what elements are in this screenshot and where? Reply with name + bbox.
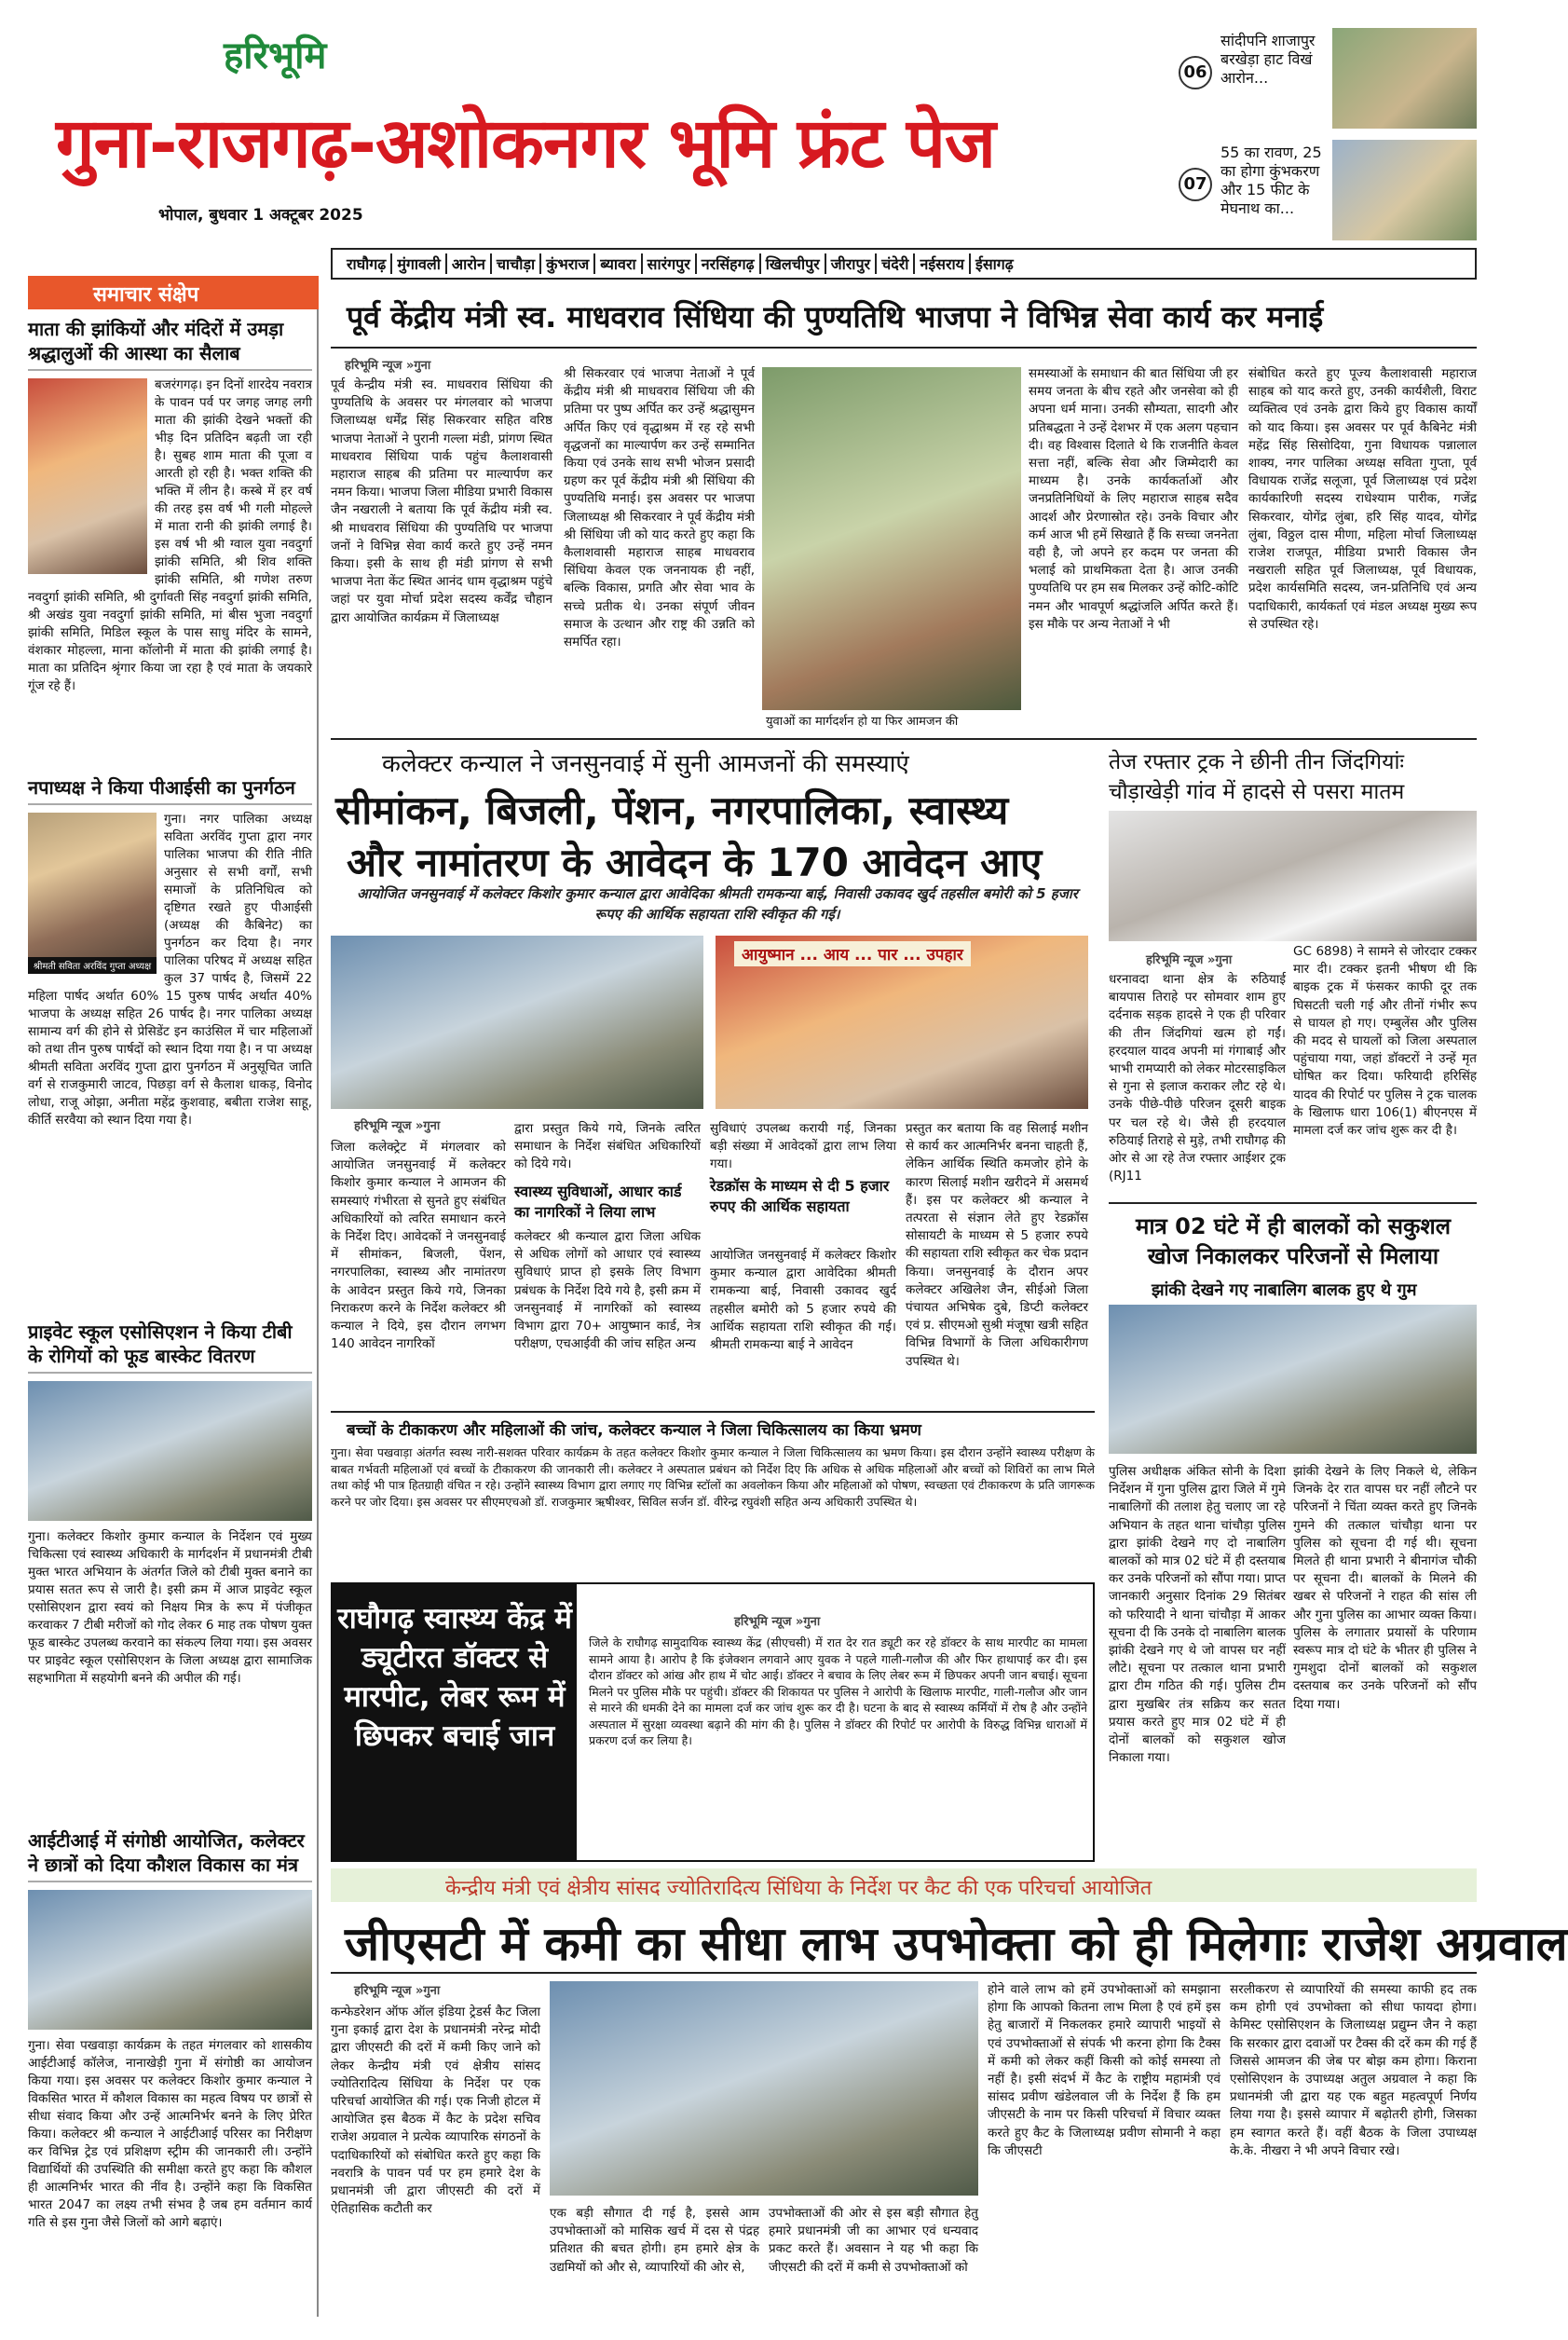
hospital-body: गुना। सेवा पखवाड़ा अंतर्गत स्वस्थ नारी-सशक्त परिवार कार्यक्रम के तहत कलेक्टर किशोर कुमार कन्याल ने जिला चिकित्सालय का भ्रमण किया। इस दौरान उन्होंने स्वास्थ्य परीक्षण के बाबत गर्भवती महिलाओं एवं बच्चों के टीकाकरण की जानकारी ली। कलेक्टर ने अस्पताल प्रबंधन को निर्देश दिए कि अधिक से अधिक महिलाओं और बच्चों को शिविरों का लाभ मिले तथा कोई भी पात्र हितग्राही वंचित न रहे। उन्होंने स्वास्थ्य विभाग द्वारा लगाए गए विभिन्न स्टॉलों का अवलोकन किया और महिलाओं को पोषण, स्वच्छता एवं टीकाकरण के प्रति जागरूक करने पर जोर दिया। इस अवसर पर सीएमएचओ डॉ. राजकुमार ऋषीश्वर, सिविल सर्जन डॉ. वीरेन्द्र रघुवंशी सहित अन्य अधिकारी उपस्थित थे। [331,1445,1095,1509]
article-column: द्वारा प्रस्तुत किये गये, जिनके त्वरित समाधान के निर्देश संबंधित अधिकारियों को दिये गये। [514,1121,701,1172]
section-label: समाचार संक्षेप [28,276,319,309]
page-title: गुना-राजगढ़-अशोकनगर भूमि फ्रंट पेज [56,103,995,184]
article-column: GC 6898) ने सामने से जोरदार टक्कर मार दी। टक्कर इतनी भीषण थी कि बाइक ट्रक में फंसकर काफी दूर तक घिसटती चली गई और तीनों गंभीर रूप से घायल हो गए। एम्बुलेंस और पुलिस की मदद से घायलों को जिला अस्पताल पहुंचाया गया, जहां डॉक्टरों ने उन्हें मृत घोषित कर दिया। फरियादी हरिसिंह यादव की रिपोर्ट पर पुलिस ने ट्रक चालक के खिलाफ धारा 106(1) बीएनएस में मामला दर्ज कर जांच शुरू कर दी है। [1293,944,1477,1139]
teasers [1179,28,1477,247]
place-item[interactable]: नरसिंहगढ़ [697,253,761,274]
article-column: धरनावदा थाना क्षेत्र के रुठियाई बायपास तिराहे पर सोमवार शाम हुए दर्दनाक सड़क हादसे ने एक ही परिवार की तीन जिंदगियां खत्म हो गईं। हरदयाल यादव अपनी मां गंगाबाई और भाभी रामप्यारी को लेकर मोटरसाइकिल से गुना से इलाज कराकर लौट रहे थे। उनके पीछे-पीछे परिजन दूसरी बाइक पर चल रहे थे। जैसे ही हरदयाल रुठियाई तिराहे से मुड़े, तभी राघौगढ़ की ओर से आ रहे तेज रफ्तार आईशर ट्रक (RJ11 [1109,972,1286,1184]
byline: हरिभूमि न्यूज »गुना [1146,953,1233,967]
photo-caption: युवाओं का मार्गदर्शन हो या फिर आमजन की [766,715,959,729]
places-strip [331,248,1477,280]
durga-idol-photo [28,378,147,574]
divider [331,347,1477,349]
article-column: कलेक्टर श्री कन्याल द्वारा जिला अधिक से अधिक लोगों को आधार एवं स्वास्थ्य सुविधाएं प्राप्त हो इसके लिए विभाग प्रबंधक के निर्देश दिये गये है, इसी क्रम में जनसुनवाई में नागरिकों को स्वास्थ्य विभाग द्वारा 70+ आयुष्मान कार्ड, नेत्र परीक्षण, एचआईवी की जांच सहित अन्य [514,1229,701,1352]
brief-jhanki [28,317,312,695]
teaser-06[interactable] [1179,28,1477,132]
portrait-caption: श्रीमती सविता अरविंद गुप्ता अध्यक्ष [28,957,157,974]
accident-kicker: तेज रफ्तार ट्रक ने छीनी तीन जिंदगियांः [1109,750,1405,774]
subhead-redcross: रेडक्रॉस के माध्यम से दी 5 हजार रुपए की आर्थिक सहायता [710,1177,890,1215]
article-column: कन्फेडरेशन ऑफ ऑल इंडिया ट्रेडर्स कैट जिला गुना इकाई द्वारा देश के प्रधानमंत्री नरेन्द्र मोदी द्वारा जीएसटी की दरों में कमी किए जाने को लेकर केन्द्रीय मंत्री एवं क्षेत्रीय सांसद ज्योतिरादित्य सिंधिया के निर्देश पर एक परिचर्चा आयोजित की गई। एक निजी होटल में आयोजित इस बैठक में कैट के प्रदेश सचिव राजेश अग्रवाल ने प्रत्येक व्यापारिक संगठनों के पदाधिकारियों को संबोधित करते हुए कहा कि नवरात्रि के पावन पर्व पर हम हमारे देश के प्रधानमंत्री जी द्वारा जीएसटी की दरों में ऐतिहासिक कटौती कर [331,2005,540,2217]
missing-boys-headline[interactable]: मात्र 02 घंटे में ही बालकों को सकुशल खोज निकालकर परिजनों से मिलाया [1135,1213,1452,1269]
brief-iti-seminar [28,1828,312,2232]
article-column: समस्याओं के समाधान की बात सिंधिया जी हर समय जनता के बीच रहते और जनसेवा को ही अपना धर्म माना। उनकी सौम्यता, सादगी और प्रतिबद्धता ने उन्हें देशभर में एक अलग पहचान दी। वह विश्वास दिलाते थे कि राजनीति केवल सत्ता नहीं, बल्कि सेवा और जिम्मेदारी का माध्यम है। उनके कार्यकर्ताओं और जनप्रतिनिधियों के लिए महाराज साहब सदैव आदर्श और प्रेरणास्रोत रहे। उनके विचार और कर्म आज भी हमें सिखाते हैं कि सच्चा जननेता वही है, जो अपने हर कदम पर जनता की भलाई को प्राथमिकता देता है। आज उनकी पुण्यतिथि पर हम सब मिलकर उन्हें कोटि-कोटि नमन और भावपूर्ण श्रद्धांजलि अर्पित करते हैं। इस मौके पर अन्य नेताओं ने भी [1029,366,1238,632]
scindia-statue-photo [762,367,1021,710]
byline: हरिभूमि न्यूज »गुना [354,1119,441,1133]
doctor-assault-title[interactable]: राघौगढ़ स्वास्थ्य केंद्र में ड्यूटीरत डॉक्टर से मारपीट, लेबर रूम में छिपकर बचाई जान [333,1584,577,1860]
place-item[interactable]: चाचौड़ा [492,253,541,274]
teaser-page-number: 07 [1179,168,1212,201]
article-column: प्रस्तुत कर बताया कि वह सिलाई मशीन से कार्य कर आत्मनिर्भर बनना चाहती हैं, लेकिन आर्थिक स्थिति कमजोर होने के कारण सिलाई मशीन खरीदने में असमर्थ हैं। इस पर कलेक्टर श्री कन्याल ने तत्परता से संज्ञान लेते हुए रेडक्रॉस सोसायटी के माध्यम से 5 हजार रुपये की सहायता राशि स्वीकृत कर चेक प्रदान किया। जनसुनवाई के दौरान अपर कलेक्टर अखिलेश जैन, सीईओ जिला पंचायत अभिषेक दुबे, डिप्टी कलेक्टर एवं प्र. सीएमओ सुश्री मंजूषा खत्री सहित विभिन्न विभागों के जिला अधिकारीगण उपस्थित थे। [906,1121,1088,1369]
hospital-headline[interactable]: बच्चों के टीकाकरण और महिलाओं की जांच, कलेक्टर कन्याल ने जिला चिकित्सालय का किया भ्रमण [347,1421,921,1440]
brief-headline[interactable]: आईटीआई में संगोष्ठी आयोजित, कलेक्टर ने छात्रों को दिया कौशल विकास का मंत्र [28,1828,312,1882]
brief-body: गुना। नगर पालिका अध्यक्ष सविता अरविंद गुप्ता द्वारा नगर पालिका भाजपा की रीति नीति अनुसार से सभी वर्गों, सभी समाजों के प्रतिनिधित्व को दृष्टिगत रखते हुए पीआईसी (अध्यक्ष की कैबिनेट) का पुनर्गठन कर दिया है। नगर पालिका परिषद में अध्यक्ष सहित कुल 37 पार्षद है, जिसमें 22 महिला पार्षद अर्थात 60% 15 पुरुष पार्षद अर्थात 40% भाजपा के अध्यक्ष सहित 26 पार्षद है। नगर पालिका अध्यक्ष सामान्य वर्ग की होने से प्रेसिडेंट इन काउंसिल में चार महिलाओं को तथा तीन पुरुष पार्षदों को स्थान दिया गया है। न पा अध्यक्ष श्रीमती सविता अरविंद गुप्ता द्वारा पुनर्गठन में अनुसूचित जाति वर्ग से राजकुमारी जाटव, पिछड़ा वर्ग से कैलाश धाकड़, विनोद लोधा, राजू ओझा, अनीता महेंद्र कुशवाह, बबीता राजेश साहू, कीर्ति सरवैया को स्थान दिया गया है। [28,812,312,1128]
missing-boys-sub: झांकी देखने गए नाबालिग बालक हुए थे गुम [1152,1280,1417,1300]
place-item[interactable]: खिलचीपुर [761,253,826,274]
teaser-page-number: 06 [1179,56,1212,89]
banner-text: आयुष्मान ... आय ... पार ... उपहार [734,941,971,966]
brief-body: गुना। सेवा पखवाड़ा कार्यक्रम के तहत मंगलवार को शासकीय आईटीआई कॉलेज, नानाखेड़ी गुना में संगोष्ठी का आयोजन किया गया। इस अवसर पर कलेक्टर किशोर कुमार कन्याल ने विकसित भारत में कौशल विकास का महत्व विषय पर छात्रों से सीधा संवाद किया और उन्हें आत्मनिर्भर बनने के लिए प्रेरित किया। कलेक्टर श्री कन्याल ने आईटीआई परिसर का निरीक्षण कर विभिन्न ट्रेड एवं प्रशिक्षण स्ट्रीम की जानकारी ली। उन्होंने विद्यार्थियों की उपस्थिति की समीक्षा करते हुए कहा कि कौशल ही आत्मनिर्भर भारत की नींव है। उन्होंने कहा कि विकसित भारत 2047 का लक्ष्य तभी संभव है जब हम वर्तमान कार्य गति से इस गुना जैसे जिलों को आगे बढ़ाएं। [28,2038,312,2230]
place-item[interactable]: सारंगपुर [643,253,697,274]
place-item[interactable]: कुंभराज [541,253,595,274]
place-item[interactable]: मुंगावली [392,253,447,274]
accident-headline[interactable]: चौड़ाखेड़ी गांव में हादसे से पसरा मातम [1109,780,1405,804]
place-item[interactable]: चंदेरी [877,253,915,274]
police-with-boys-photo [1109,1305,1477,1454]
place-item[interactable]: आरोन [447,253,492,274]
article-column: सरलीकरण से व्यापारियों की समस्या काफी हद तक कम होगी एवं उपभोक्ता को सीधा फायदा होगा। केमिस्ट एसोसिएशन के जिलाध्यक्ष प्रद्युम्न जैन ने कहा कि सरकार द्वारा दवाओं पर टैक्स की दरें कम की गई हैं जिससे आमजन की जेब पर बोझ कम होगा। किराना एसोसिएशन के उपाध्यक्ष अतुल अग्रवाल ने कहा कि प्रधानमंत्री जी द्वारा यह एक बहुत महत्वपूर्ण निर्णय लिया गया है। इससे व्यापार में बढ़ोतरी होगी, जिसका हम स्वागत करते हैं। वहीं बैठक के जिला उपाध्यक्ष के.के. नीखरा ने भी अपने विचार रखे। [1230,1982,1477,2158]
article-column: झांकी देखने के लिए निकले थे, लेकिन जिनके देर रात वापस घर नहीं लौटने पर परिजनों ने चिंता व्यक्त करते हुए जिनके गुमने की तत्काल चांचौड़ा थाना पर पुलिस को सूचना दी गई थी। सूचना मिलते ही थाना प्रभारी ने बीनागंज चौकी पर सूचना दी। बालकों के मिलने की खबर से परिजनों ने राहत की सांस ली और गुना पुलिस का आभार व्यक्त किया। पुलिस के लगातार प्रयासों के परिणाम स्वरूप मात्र दो घंटे के भीतर ही पुलिस ने गुमशुदा दोनों बालकों को सकुशल दस्तयाब कर उनके परिजनों को सौंप दिया गया। [1293,1464,1477,1712]
jansunwai-headline-1[interactable]: सीमांकन, बिजली, पेंशन, नगरपालिका, स्वास्थ्य [335,787,1009,833]
jansunwai-photo-cheque [716,936,1088,1109]
article-column: श्री सिकरवार एवं भाजपा नेताओं ने पूर्व केंद्रीय मंत्री श्री माधवराव सिंधिया जी की प्रतिमा पर पुष्प अर्पित कर उन्हें श्रद्धासुमन अर्पित किए एवं वृद्धाश्रम में रह रहे सभी वृद्धजनों का माल्यार्पण कर उन्हें सम्मानित किया एवं उनके साथ सभी भोजन प्रसादी ग्रहण कर पूर्व केंद्रीय मंत्री श्री सिंधिया की पुण्यतिथि मनाई। इस अवसर पर भाजपा जिलाध्यक्ष श्री सिकरवार ने पूर्व केंद्रीय मंत्री श्री सिंधिया जी को याद करते हुए कहा कि कैलाशवासी महाराज साहब माधवराव सिंधिया केवल एक जननायक ही नहीं, बल्कि विकास, प्रगति और सेवा भाव के सच्चे प्रतीक थे। उनका संपूर्ण जीवन समाज के उत्थान और राष्ट्र की उन्नति को समर्पित रहा। [564,366,755,650]
masthead [28,28,1174,224]
byline: हरिभूमि न्यूज »गुना [345,359,431,373]
gst-meeting-photo [550,1981,978,2196]
article-column: पुलिस अधीक्षक अंकित सोनी के दिशा निर्देशन में गुना पुलिस द्वारा जिले में गुमे नाबालिगों की तलाश हेतु चलाए जा रहे अभियान के तहत थाना चांचौड़ा पुलिस द्वारा झांकी देखने गए दो नाबालिग बालकों को मात्र 02 घंटे में ही दस्तयाब कर उनके परिजनों को सौंपा गया। प्राप्त जानकारी अनुसार दिनांक 29 सितंबर को फरियादी ने थाना चांचौड़ा में आकर सूचना दी कि उनके दो नाबालिग बालक झांकी देखने गए थे जो वापस घर नहीं लौटे। सूचना पर तत्काल थाना प्रभारी द्वारा टीम गठित की गई। पुलिस टीम द्वारा मुखबिर तंत्र सक्रिय कर सतत प्रयास करते हुए मात्र 02 घंटे में ही दोनों बालकों को सकुशल खोज निकाला गया। [1109,1464,1286,1766]
brief-body: गुना। कलेक्टर किशोर कुमार कन्याल के निर्देशन एवं मुख्य चिकित्सा एवं स्वास्थ्य अधिकारी के मार्गदर्शन में प्रधानमंत्री टीबी मुक्त भारत अभियान के अंतर्गत जिले को टीबी मुक्त बनाने का प्रयास सतत रूप से जारी है। इसी क्रम में आज प्राइवेट स्कूल एसोसिएशन द्वारा स्वयं को निक्षय मित्र के रूप में पंजीकृत करवाकर 7 टीबी मरीजों को गोद लेकर 6 माह तक पोषण युक्त फूड बास्केट उपलब्ध करवाने का संकल्प लिया गया। इस अवसर पर प्राइवेट स्कूल एसोसिएशन के जिला अध्यक्ष द्वारा सामाजिक सहभागिता में सहयोगी बनने की अपील की गई। [28,1529,312,1686]
divider [331,738,1477,740]
iti-students-photo [28,1890,312,2030]
food-basket-photo [28,1381,312,1521]
brief-headline[interactable]: माता की झांकियों और मंदिरों में उमड़ा श्रद्धालुओं की आस्था का सैलाब [28,317,312,371]
news-briefs-column [28,276,319,2317]
divider [331,1972,1477,1974]
accident-photo [1109,811,1477,941]
article-column: होने वाले लाभ को हमें उपभोक्ताओं को समझाना होगा कि आपको कितना लाभ मिला है एवं हमें इस हेतु बाजारों में निकलकर हमारे व्यापारी भाइयों से एवं उपभोक्ताओं से संपर्क भी करना होगा कि टैक्स में कमी को लेकर कहीं किसी को कोई समस्या तो नहीं है। इसी संदर्भ में कैट के राष्ट्रीय महामंत्री एवं सांसद प्रवीण खंडेलवाल जी के निर्देश हैं कि हम जीएसटी के नाम पर किसी परिचर्चा में विचार व्यक्त करते हुए कैट के जिलाध्यक्ष प्रवीण सोमानी ने कहा कि जीएसटी [988,1982,1220,2158]
place-item[interactable]: जीरापुर [826,253,877,274]
byline: हरिभूमि न्यूज »गुना [734,1615,821,1629]
portrait-box [28,813,157,974]
divider [331,1411,1095,1413]
article-column: जिला कलेक्ट्रेट में मंगलवार को आयोजित जनसुनवाई में कलेक्टर किशोर कुमार कन्याल ने आमजन की समस्याएं गंभीरता से सुनते हुए संबंधित अधिकारियों को त्वरित समाधान करने के निर्देश दिए। आवेदकों ने जनसुनवाई में सीमांकन, बिजली, पेंशन, नगरपालिका, स्वास्थ्य और नामांतरण के आवेदन प्रस्तुत किये गये, जिनका निराकरण करने के निर्देश कलेक्टर श्री कन्याल ने दिये, इस दौरान लगभग 140 आवेदन नागरिकों [331,1140,506,1352]
jansunwai-headline-2[interactable]: और नामांतरण के आवेदन के 170 आवेदन आए [347,840,1043,885]
gst-kicker: केन्द्रीय मंत्री एवं क्षेत्रीय सांसद ज्योतिरादित्य सिंधिया के निर्देश पर कैट की एक परिचर्चा आयोजित [445,1877,1152,1900]
divider [1109,1202,1477,1204]
brand-logo: हरिभूमि [224,34,327,77]
chairperson-portrait [28,813,157,957]
subhead-health: स्वास्थ्य सुविधाओं, आधार कार्ड का नागरिकों ने लिया लाभ [514,1183,682,1221]
jansunwai-kicker: कलेक्टर कन्याल ने जनसुनवाई में सुनी आमजनों की समस्याएं [382,750,909,778]
article-column: संबोधित करते हुए पूज्य कैलाशवासी महाराज साहब को याद करते हुए, उनकी कार्यशैली, विराट व्यक्तित्व एवं उनके द्वारा किये हुए विकास कार्यों को याद किया। इस अवसर पर पूर्व कैबिनेट मंत्री महेंद्र सिंह सिसोदिया, गुना विधायक पन्नालाल शाक्य, नगर पालिका अध्यक्ष सविता गुप्ता, पूर्व विधायक राजेंद्र सलूजा, पूर्व जिलाध्यक्ष एवं प्रदेश कार्यकारिणी सदस्य राधेश्याम पारीक, गजेंद्र सिकरवार, योगेंद्र लुंबा, हरि सिंह यादव, योगेंद्र लुंबा, विठ्ठल दास मीणा, महिला मोर्चा जिलाध्यक्ष राजेश राजपूत, मीडिया प्रभारी विकास जैन नखराली सहित पूर्व जिलाध्यक्ष, पूर्व विधायक, प्रदेश कार्यसमिति सदस्य, जन-प्रतिनिधि एवं अन्य पदाधिकारी, कार्यकर्ता एवं मंडल अध्यक्ष मुख्य रूप से उपस्थित रहे। [1248,366,1477,632]
article-column: आयोजित जनसुनवाई में कलेक्टर किशोर कुमार कन्याल द्वारा आवेदिका श्रीमती रामकन्या बाई, निवासी उकावद खुर्द तहसील बमोरी को 5 हजार रुपये की आर्थिक सहायता राशि स्वीकृत की गई। श्रीमती रामकन्या बाई ने आवेदन [710,1248,896,1353]
brief-headline[interactable]: नपाध्यक्ष ने किया पीआईसी का पुनर्गठन [28,775,312,805]
jansunwai-photo-hall [331,936,703,1109]
teaser-photo [1332,140,1477,240]
doctor-assault-body: जिले के राघौगढ़ सामुदायिक स्वास्थ्य केंद्र (सीएचसी) में रात देर रात ड्यूटी कर रहे डॉक्टर के साथ मारपीट का मामला सामने आया है। आरोप है कि इंजेक्शन लगवाने आए युवक ने पहले गाली-गलौज की और फिर हाथापाई कर दी। इस दौरान डॉक्टर को आंख और हाथ में चोट आई। डॉक्टर ने बचाव के लिए लेबर रूम में छिपकर अपनी जान बचाई। सूचना मिलने पर पुलिस मौके पर पहुंची। डॉक्टर की शिकायत पर पुलिस ने आरोपी के खिलाफ मारपीट, गाली-गलौज और जान से मारने की धमकी देने का मामला दर्ज कर जांच शुरू कर दी है। घटना के बाद से स्वास्थ्य कर्मियों में रोष है और उन्होंने अस्पताल में सुरक्षा व्यवस्था बढ़ाने की मांग की है। पुलिस ने डॉक्टर की रिपोर्ट पर आरोपी के विरुद्ध विभिन्न धाराओं में प्रकरण दर्ज कर लिया है। [589,1635,1087,1747]
brief-tb-food-basket [28,1320,312,1688]
teaser-photo [1332,28,1477,129]
article-column: उपभोक्ताओं की ओर से इस बड़ी सौगात हेतु हमारे प्रधानमंत्री जी का आभार एवं धन्यवाद प्रकट करते हैं। अवसान ने यह भी कहा कि जीएसटी की दरों में कमी से उपभोक्ताओं को [769,2206,978,2275]
place-item[interactable]: ब्यावरा [595,253,642,274]
teaser-text: 55 का रावण, 25 का होगा कुंभकरण और 15 फीट के मेघनाथ का... [1220,144,1322,217]
article-column: एक बड़ी सौगात दी गई है, इससे आम उपभोक्ताओं को मासिक खर्च में दस से पंद्रह प्रतिशत की बचत होगी। हम हमारे क्षेत्र के उद्यमियों को और से, व्यापारियों की ओर से, [550,2206,759,2275]
place-item[interactable]: नईसराय [915,253,971,274]
brief-pic-reorganisation [28,775,312,1129]
gst-headline[interactable]: जीएसटी में कमी का सीधा लाभ उपभोक्ता को ही मिलेगाः राजेश अग्रवाल [345,1917,1568,1971]
teaser-text: सांदीपनि शाजापुर बरखेड़ा हाट विखं आरोन... [1220,32,1316,87]
brief-headline[interactable]: प्राइवेट स्कूल एसोसिएशन ने किया टीबी के रोगियों को फूड बास्केट वितरण [28,1320,312,1374]
dateline: भोपाल, बुधवार 1 अक्टूबर 2025 [158,206,363,225]
article-column: सुविधाएं उपलब्ध करायी गई, जिनका बड़ी संख्या में आवेदकों द्वारा लाभ लिया गया। [710,1121,896,1172]
teaser-07[interactable] [1179,140,1477,244]
article-column: पूर्व केन्द्रीय मंत्री स्व. माधवराव सिंधिया की पुण्यतिथि के अवसर पर मंगलवार को भाजपा जिलाध्यक्ष धर्मेंद्र सिंह सिकरवार सहित वरिष्ठ भाजपा नेताओं ने पुरानी गल्ला मंडी, प्रांगण स्थित माधवराव सिंधिया पार्क पहुंच कैलाशवासी महाराज साहब की प्रतिमा पर माल्यार्पण कर नमन किया। भाजपा जिला मीडिया प्रभारी विकास जैन नखराली ने बताया कि पूर्व केंद्रीय मंत्री स्व. श्री माधवराव सिंधिया की पुण्यतिथि पर भाजपा जनों ने विभिन्न सेवा कार्य करते हुए उन्हें नमन किया। इसी के साथ ही मंडी प्रांगण से सभी भाजपा नेता केंट स्थित आनंद धाम वृद्धाश्रम पहुंचे जहां पर युवा मोर्चा प्रदेश सदस्य कर्वेंद्र चौहान द्वारा आयोजित कार्यक्रम में जिलाध्यक्ष [331,377,552,625]
byline: हरिभूमि न्यूज »गुना [354,1984,441,1998]
place-item[interactable]: ईसागढ़ [975,255,1014,273]
place-item[interactable]: राघौगढ़ [342,253,392,274]
scindia-headline[interactable]: पूर्व केंद्रीय मंत्री स्व. माधवराव सिंधिया की पुण्यतिथि भाजपा ने विभिन्न सेवा कार्य कर मनाई [347,299,1324,335]
jansunwai-deck: आयोजित जनसुनवाई में कलेक्टर किशोर कुमार कन्याल द्वारा आवेदिका श्रीमती रामकन्या बाई, निवासी उकावद खुर्द तहसील बमोरी को 5 हजार रूपए की आर्थिक सहायता राशि स्वीकृत की गई। [357,885,1078,923]
brief-body: बजरंगगढ़। इन दिनों शारदेय नवरात्र के पावन पर्व पर जगह जगह लगी माता की झांकी देखने भक्तों की भीड़ दिन प्रतिदिन बढ़ती जा रही है। सुबह शाम माता की पूजा व आरती हो रही है। भक्त शक्ति की भक्ति में लीन है। कस्बे में हर वर्ष की तरह इस वर्ष भी गली मोहल्ले में माता रानी की झांकी लगाई है। इस वर्ष भी श्री ग्वाल युवा नवदुर्गा झांकी समिति, श्री शिव शक्ति झांकी समिति, श्री गणेश तरुण नवदुर्गा झांकी समिति, श्री दुर्गावती सिंह नवदुर्गा झांकी समिति, श्री अखंड युवा नवदुर्गा झांकी समिति, मां बीस भुजा नवदुर्गा झांकी समिति, मिडिल स्कूल के पास साधु मंदिर के सामने, वंशकार मोहल्ला, माना कॉलोनी में माता की झांकी लगाई है। माता का प्रतिदिन श्रृंगार किया जा रहा है एवं माता के जयकारे गूंज रहे हैं। [28,377,312,693]
